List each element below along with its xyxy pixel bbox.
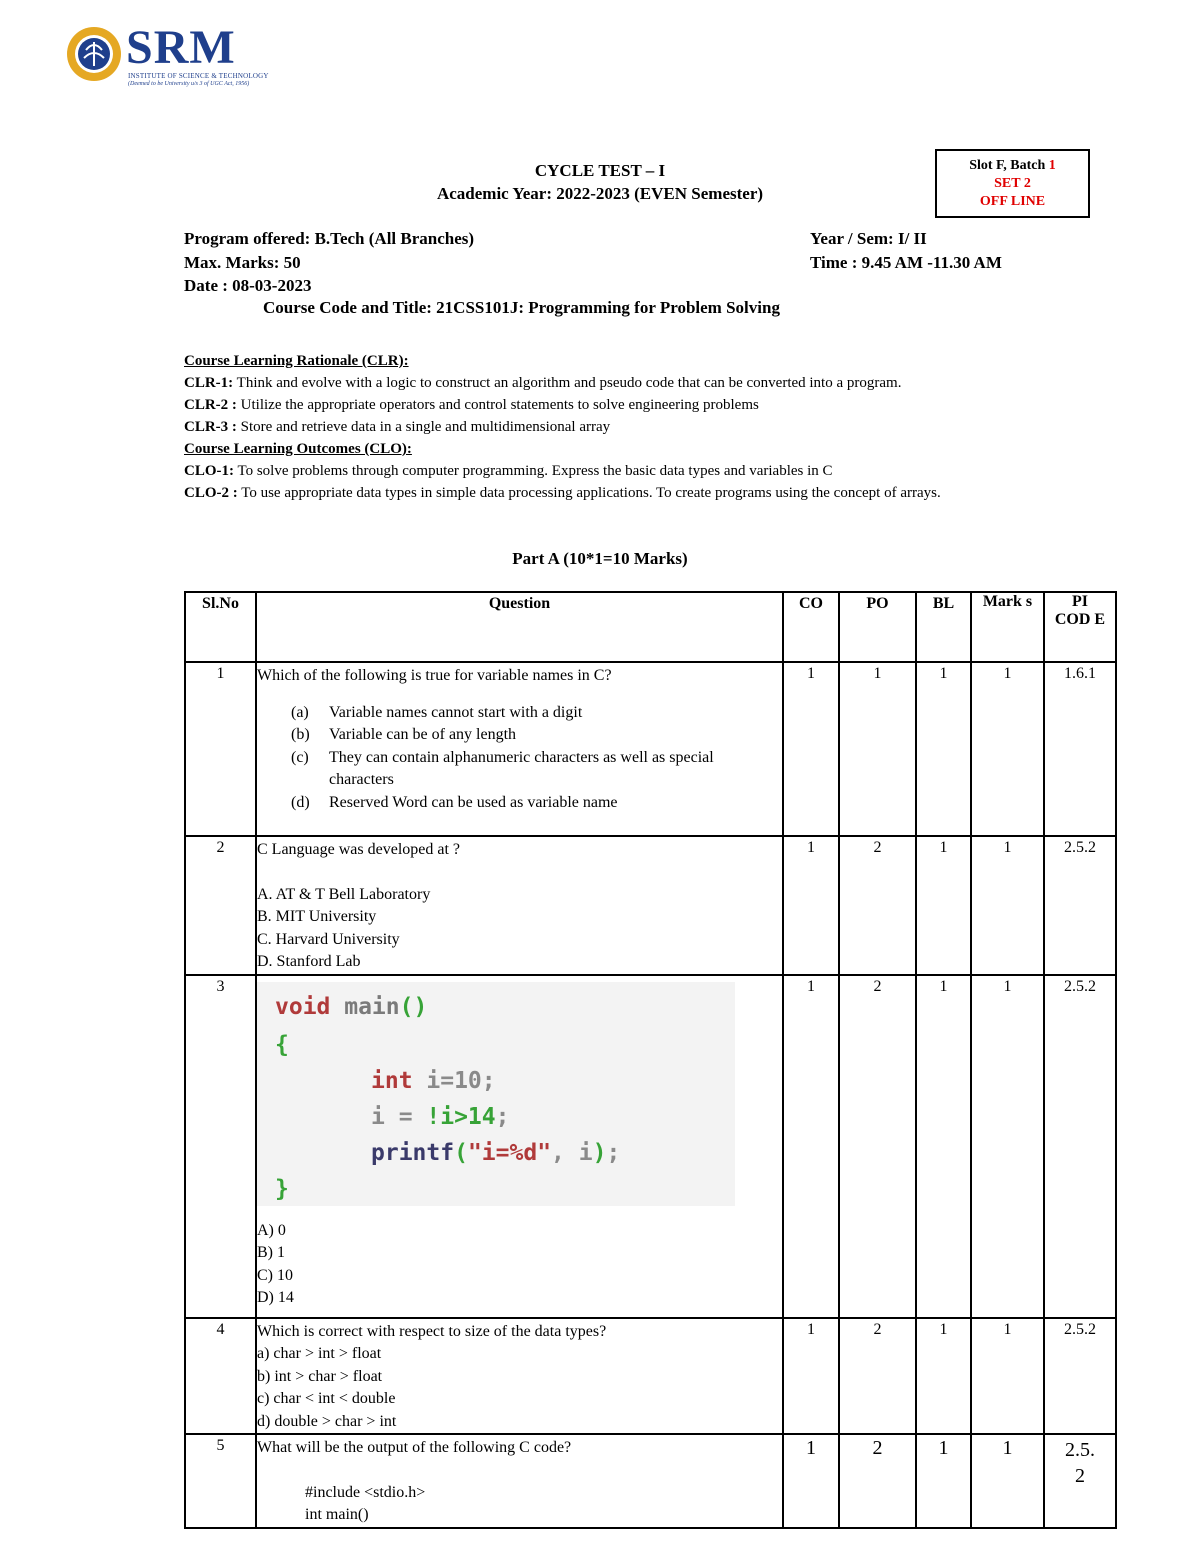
- exam-time: Time : 9.45 AM -11.30 AM: [810, 253, 1002, 272]
- code-line: #include <stdio.h>: [305, 1483, 426, 1501]
- logo-subtagline: (Deemed to be University u/s 3 of UGC Act, 1956): [128, 81, 250, 87]
- table-row: [185, 1318, 1116, 1435]
- srm-emblem-icon: [66, 26, 122, 82]
- question-cell: [256, 836, 783, 975]
- set-label: SET 2: [994, 176, 1031, 191]
- option-item: (d) Reserved Word can be used as variable name: [291, 793, 618, 811]
- option-item: D. Stanford Lab: [257, 953, 361, 970]
- question-number: 4: [185, 1318, 256, 1435]
- clr-item: CLR-3 : Store and retrieve data in a single and multidimensional array: [184, 419, 611, 435]
- question-number: 1: [185, 662, 256, 836]
- marks-value: 1: [971, 662, 1044, 836]
- option-item: d) double > char > int: [257, 1412, 397, 1430]
- po-value: 2: [839, 1318, 916, 1435]
- learning-section: [184, 350, 1054, 504]
- col-header: Mark s: [971, 592, 1044, 662]
- question-text: C Language was developed at ?: [257, 841, 461, 858]
- option-item: a) char > int > float: [257, 1345, 382, 1362]
- marks-value: 1: [971, 1434, 1044, 1528]
- clo-heading: Course Learning Outcomes (CLO):: [184, 441, 412, 457]
- table-row: [185, 836, 1116, 975]
- option-item: c) char < int < double: [257, 1390, 396, 1407]
- part-a-heading: Part A (10*1=10 Marks): [512, 549, 688, 568]
- srm-logo: [66, 21, 269, 92]
- marks-value: 1: [971, 1318, 1044, 1435]
- option-item: A. AT & T Bell Laboratory: [257, 885, 431, 903]
- slot-line: [937, 157, 1088, 175]
- code-snippet-image: [257, 982, 735, 1206]
- option-item: A) 0: [257, 1221, 286, 1239]
- clr-item: CLR-1: Think and evolve with a logic to construct an algorithm and pseudo code that can be converted into a program.: [184, 375, 902, 391]
- po-value: 2: [839, 1434, 916, 1528]
- code-line: int i=10;: [371, 1067, 496, 1094]
- mode-label: OFF LINE: [979, 194, 1046, 209]
- col-header: PO: [839, 592, 916, 662]
- co-value: 1: [783, 662, 839, 836]
- course-title: Course Code and Title: 21CSS101J: Programming for Problem Solving: [263, 298, 780, 317]
- question-cell: [256, 1318, 783, 1435]
- col-header: BL: [916, 592, 971, 662]
- table-header-row: [185, 592, 1116, 662]
- col-header: Sl.No: [185, 592, 256, 662]
- co-value: 1: [783, 836, 839, 975]
- co-value: 1: [783, 975, 839, 1318]
- code-line: void main(): [275, 993, 428, 1020]
- question-cell: [256, 975, 783, 1318]
- table-row: [185, 975, 1116, 1318]
- test-title: CYCLE TEST – I: [534, 161, 666, 180]
- code-line: {: [275, 1031, 289, 1058]
- option-list: [257, 702, 782, 815]
- marks-value: 1: [971, 836, 1044, 975]
- po-value: 2: [839, 836, 916, 975]
- bl-value: 1: [916, 1434, 971, 1528]
- option-item: C) 10: [257, 1266, 293, 1284]
- table-row: [185, 662, 1116, 836]
- clr-heading: Course Learning Rationale (CLR):: [184, 353, 409, 369]
- question-number: 3: [185, 975, 256, 1318]
- table-row: [185, 1434, 1116, 1528]
- slot-batch: 1: [1048, 158, 1056, 173]
- code-line: i = !i>14;: [371, 1103, 510, 1130]
- option-item: B. MIT University: [257, 908, 377, 925]
- option-item: (a) Variable names cannot start with a digit: [291, 703, 583, 721]
- year-sem: Year / Sem: I/ II: [810, 229, 927, 248]
- pi-code-value: 1.6.1: [1044, 662, 1116, 836]
- code-line: }: [275, 1175, 289, 1202]
- max-marks: Max. Marks: 50: [184, 253, 301, 272]
- co-value: 1: [783, 1434, 839, 1528]
- bl-value: 1: [916, 1318, 971, 1435]
- option-item: B) 1: [257, 1244, 285, 1261]
- exam-date: Date : 08-03-2023: [184, 276, 312, 295]
- question-text: Which is correct with respect to size of the data types?: [257, 1322, 607, 1340]
- option-item: D) 14: [257, 1289, 294, 1306]
- marks-value: 1: [971, 975, 1044, 1318]
- option-item: C. Harvard University: [257, 930, 400, 948]
- pi-code-value: 2.5.2: [1044, 836, 1116, 975]
- program-offered: Program offered: B.Tech (All Branches): [184, 229, 475, 248]
- academic-year: Academic Year: 2022-2023 (EVEN Semester): [436, 184, 764, 203]
- option-item: b) int > char > float: [257, 1367, 383, 1385]
- clo-item: CLO-1: To solve problems through computer programming. Express the basic data types and variables in C: [184, 463, 833, 479]
- slot-box: [935, 149, 1090, 218]
- clr-item: CLR-2 : Utilize the appropriate operators and control statements to solve engineering problems: [184, 397, 759, 413]
- pi-code-value: 2.5.2: [1044, 1318, 1116, 1435]
- clo-item: CLO-2 : To use appropriate data types in simple data processing applications. To create programs using the concept of arrays.: [184, 485, 941, 501]
- bl-value: 1: [916, 662, 971, 836]
- questions-table: [184, 591, 1117, 1529]
- option-item: (b) Variable can be of any length: [291, 726, 517, 743]
- po-value: 2: [839, 975, 916, 1318]
- col-header: CO: [783, 592, 839, 662]
- slot-label: Slot F, Batch: [969, 158, 1049, 173]
- bl-value: 1: [916, 975, 971, 1318]
- question-cell: [256, 1434, 783, 1528]
- option-item: (c) They can contain alphanumeric characters as well as special characters: [291, 748, 714, 788]
- question-number: 5: [185, 1434, 256, 1528]
- co-value: 1: [783, 1318, 839, 1435]
- question-text: Which of the following is true for variable names in C?: [257, 667, 612, 684]
- question-cell: [256, 662, 783, 836]
- pi-code-value: 2.5. 2: [1044, 1434, 1116, 1528]
- logo-tagline: INSTITUTE OF SCIENCE & TECHNOLOGY: [128, 72, 269, 80]
- po-value: 1: [839, 662, 916, 836]
- col-header: PI COD E: [1044, 592, 1116, 662]
- code-line: int main(): [305, 1506, 369, 1523]
- code-line: printf("i=%d", i);: [371, 1139, 621, 1166]
- col-header: Question: [256, 592, 783, 662]
- logo-wordmark: SRM: [126, 21, 236, 74]
- pi-code-value: 2.5.2: [1044, 975, 1116, 1318]
- question-number: 2: [185, 836, 256, 975]
- bl-value: 1: [916, 836, 971, 975]
- question-text: What will be the output of the following C code?: [257, 1439, 572, 1456]
